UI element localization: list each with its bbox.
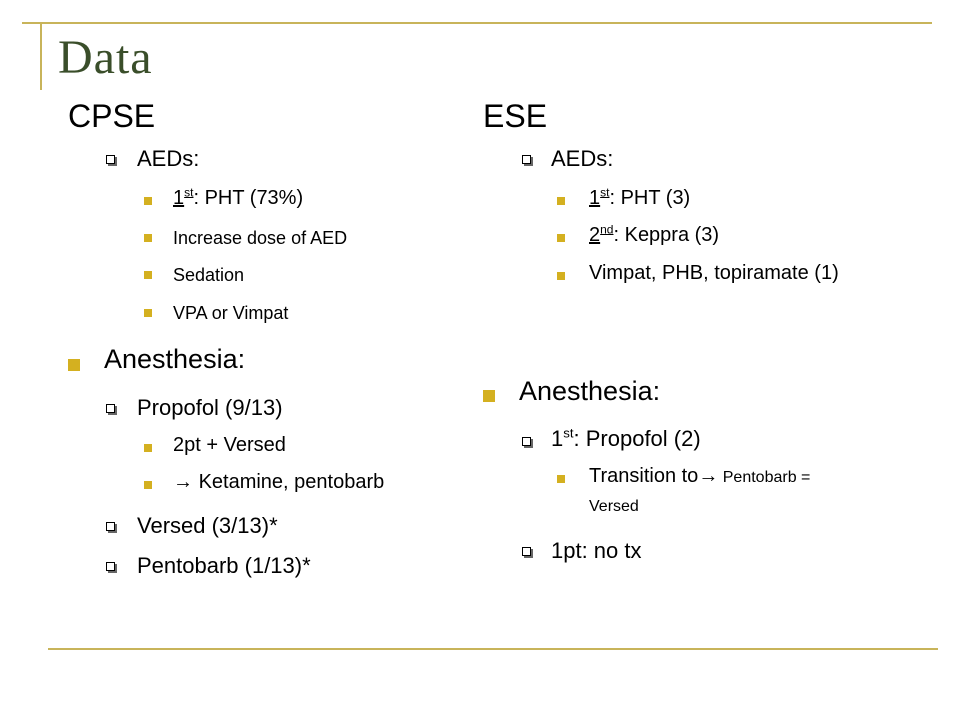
hollow-bullet-icon <box>106 155 115 164</box>
ese-aed-first: 1st: PHT (3) <box>589 185 691 209</box>
right-arrow-icon: → <box>698 465 719 487</box>
cpse-aed-increase: Increase dose of AED <box>173 228 348 248</box>
hollow-bullet-icon <box>106 522 115 531</box>
accent-vertical-line <box>40 22 42 90</box>
hollow-bullet-icon <box>522 437 531 446</box>
gold-bullet-icon <box>144 481 152 489</box>
gold-bullet-icon <box>557 475 565 483</box>
accent-top-line <box>22 22 932 24</box>
slide-title: Data <box>58 31 153 84</box>
cpse-versed-add: 2pt + Versed <box>173 434 286 456</box>
hollow-bullet-icon <box>106 404 115 413</box>
hollow-bullet-icon <box>106 562 115 571</box>
cpse-aed-first: 1st: PHT (73%) <box>173 185 304 209</box>
gold-bullet-icon <box>144 271 152 279</box>
ese-propofol: 1st: Propofol (2) <box>551 425 701 451</box>
cpse-pentobarb: Pentobarb (1/13)* <box>137 553 311 578</box>
gold-bullet-icon <box>144 309 152 317</box>
cpse-heading: CPSE <box>68 98 156 134</box>
ese-aed-third: Vimpat, PHB, topiramate (1) <box>589 262 839 284</box>
gold-bullet-icon <box>557 234 565 242</box>
ese-aed-second: 2nd: Keppra (3) <box>589 222 720 246</box>
gold-bullet-icon <box>557 197 565 205</box>
cpse-aed-vpa: VPA or Vimpat <box>173 303 289 323</box>
gold-bullet-icon <box>144 234 152 242</box>
cpse-aed-sedation: Sedation <box>173 265 245 285</box>
ese-heading: ESE <box>483 98 548 134</box>
hollow-bullet-icon <box>522 547 531 556</box>
cpse-versed: Versed (3/13)* <box>137 513 278 538</box>
cpse-anesthesia: Anesthesia: <box>104 344 246 374</box>
gold-bullet-icon <box>483 390 495 402</box>
gold-bullet-icon <box>144 444 152 452</box>
cpse-propofol: Propofol (9/13) <box>137 395 283 420</box>
ese-transition-line2: Versed <box>589 498 639 515</box>
ese-notx: 1pt: no tx <box>551 538 642 563</box>
gold-bullet-icon <box>144 197 152 205</box>
ese-anesthesia: Anesthesia: <box>519 376 661 406</box>
gold-bullet-icon <box>557 272 565 280</box>
ese-transition: Transition to→ Pentobarb = <box>589 465 811 487</box>
gold-bullet-icon <box>68 359 80 371</box>
accent-bottom-line <box>48 648 938 650</box>
right-arrow-icon: → <box>173 471 193 493</box>
hollow-bullet-icon <box>522 155 531 164</box>
cpse-aeds-label: AEDs: <box>137 146 200 171</box>
ese-aeds-label: AEDs: <box>551 146 614 171</box>
cpse-ketamine: → Ketamine, pentobarb <box>173 471 385 493</box>
